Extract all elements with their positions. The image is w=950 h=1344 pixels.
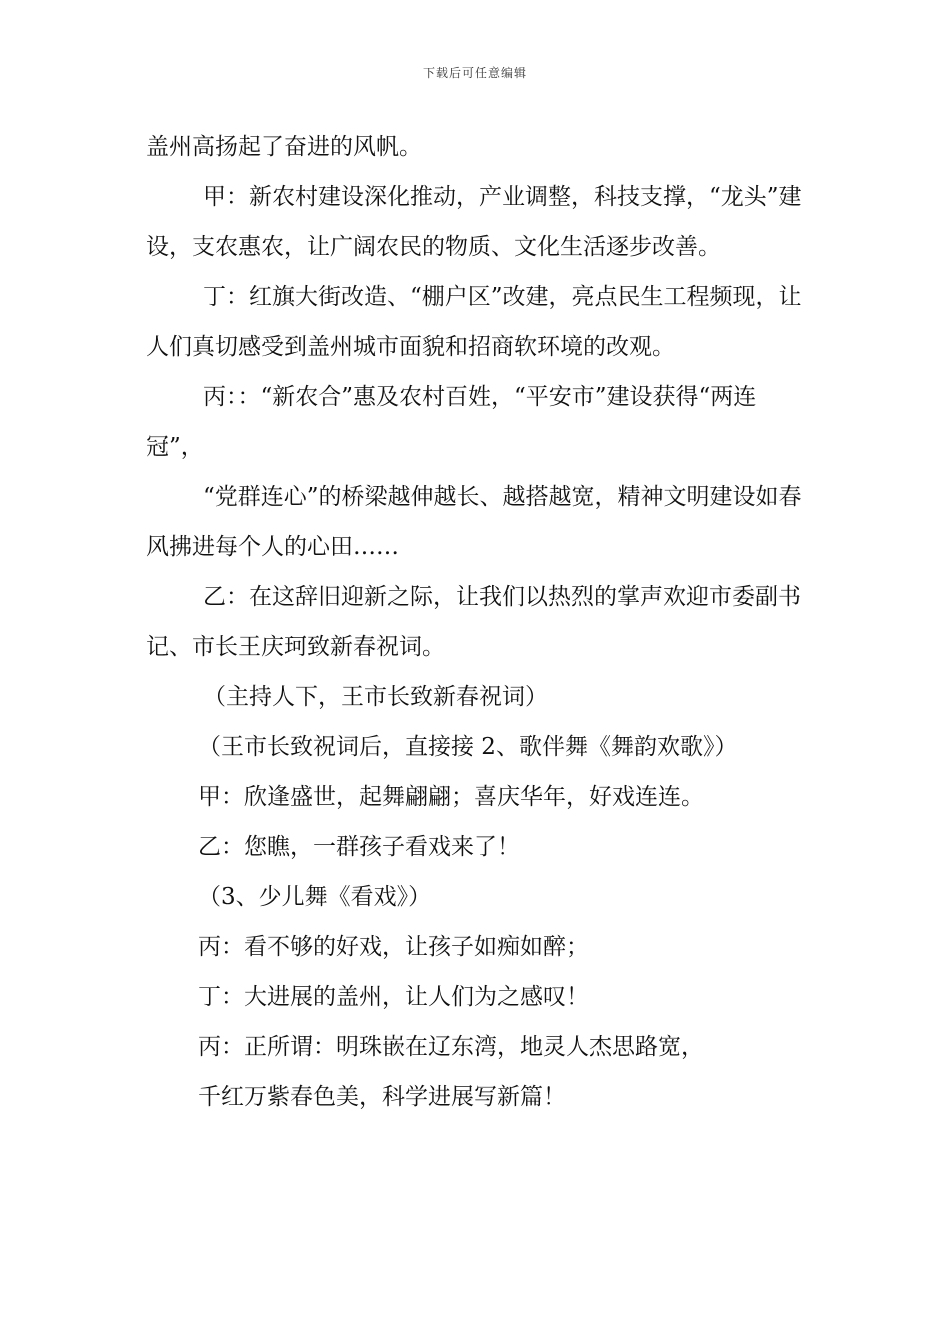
page-header: 下载后可任意编辑 [422,66,527,80]
dialogue-line: 丁：大进展的盖州，让人们为之感叹！ [198,984,589,1010]
paragraph: 丙：：“新农合”惠及农村百姓，“平安市”建设获得“两连冠”， [146,384,757,460]
dialogue-line: 甲：欣逢盛世，起舞翩翩；喜庆华年，好戏连连。 [198,784,704,810]
dialogue-line: 乙：您瞧，一群孩子看戏来了！ [198,834,520,860]
paragraph: 乙：在这辞旧迎新之际，让我们以热烈的掌声欢迎市委副书记、市长王庆珂致新春祝词。 [146,584,801,660]
dialogue-line: 千红万紫春色美，科学进展写新篇！ [198,1084,566,1110]
dialogue-line: 丙：正所谓：明珠嵌在辽东湾，地灵人杰思路宽， [198,1034,704,1060]
paragraph: “党群连心”的桥梁越伸越长、越搭越宽，精神文明建设如春风拂进每个人的心田…… [146,484,802,560]
stage-direction: （王市长致祝词后，直接接 2、歌伴舞《舞韵欢歌》） [198,734,738,760]
dialogue-line: 丙：看不够的好戏，让孩子如痴如醉； [198,934,589,960]
paragraph: 盖州高扬起了奋进的风帆。 [146,134,422,160]
document-body [146,122,806,1122]
stage-direction: （主持人下，王市长致新春祝词） [203,684,548,710]
paragraph: 甲：新农村建设深化推动，产业调整，科技支撑，“龙头”建设，支农惠农，让广阔农民的物质、文化生活逐步改善。 [146,184,802,260]
paragraph: 丁：红旗大街改造、“棚户区”改建，亮点民生工程频现，让人们真切感受到盖州城市面貌和招商软环境的改观。 [146,284,802,360]
stage-direction: （3、少儿舞《看戏》） [198,884,432,910]
